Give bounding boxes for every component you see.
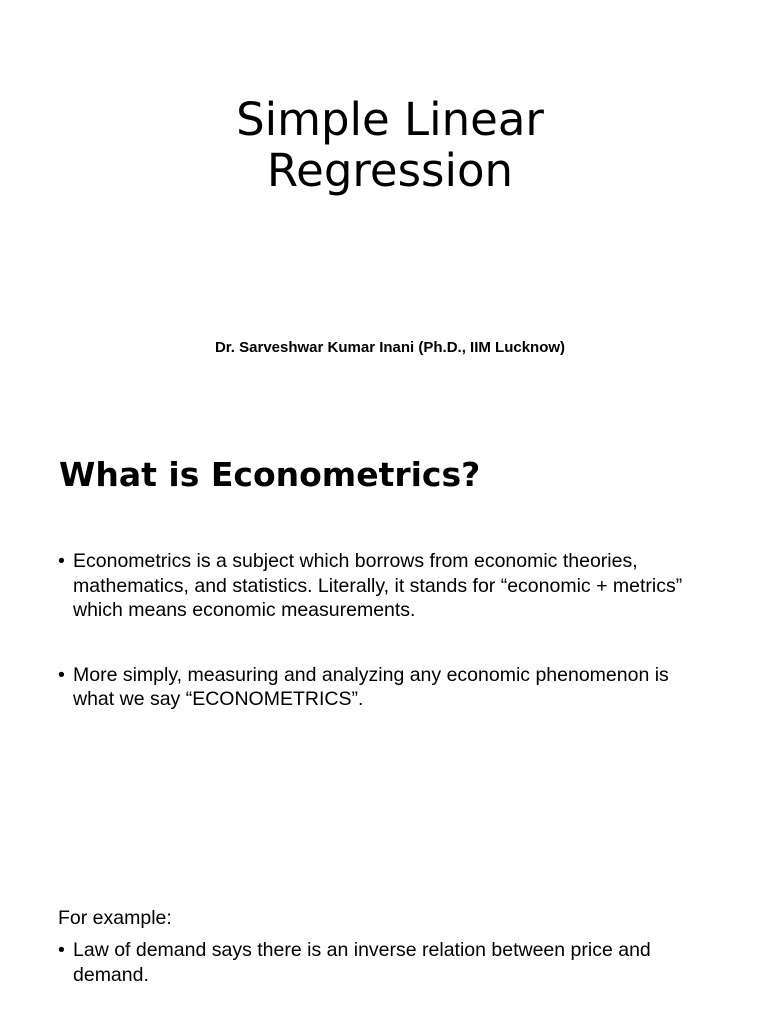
content-slide bbox=[0, 420, 768, 1024]
title-line-1: Simple Linear bbox=[236, 93, 544, 147]
presentation-title bbox=[0, 94, 768, 196]
bullet-text: Econometrics is a subject which borrows from economic theories, mathematics, and statistics. Literally, it stands for “economic + metrics” which means economic measurements. bbox=[73, 550, 683, 621]
bullet-icon: • bbox=[58, 550, 65, 572]
example-label: For example: bbox=[58, 907, 172, 929]
title-slide bbox=[0, 0, 768, 420]
bullet-list bbox=[58, 549, 708, 712]
list-item bbox=[58, 938, 708, 987]
title-line-2: Regression bbox=[266, 144, 514, 198]
list-item bbox=[58, 663, 708, 712]
bullet-icon: • bbox=[58, 939, 65, 961]
bullet-text: More simply, measuring and analyzing any economic phenomenon is what we say “ECONOMETRICS”. bbox=[73, 663, 669, 710]
bullet-icon: • bbox=[58, 663, 65, 686]
list-item bbox=[58, 549, 708, 623]
slide-heading: What is Econometrics? bbox=[59, 455, 481, 494]
author-subtitle: Dr. Sarveshwar Kumar Inani (Ph.D., IIM Lucknow) bbox=[214, 339, 566, 356]
bullet-text: Law of demand says there is an inverse relation between price and demand. bbox=[73, 939, 651, 986]
example-bullet-list bbox=[58, 938, 708, 987]
